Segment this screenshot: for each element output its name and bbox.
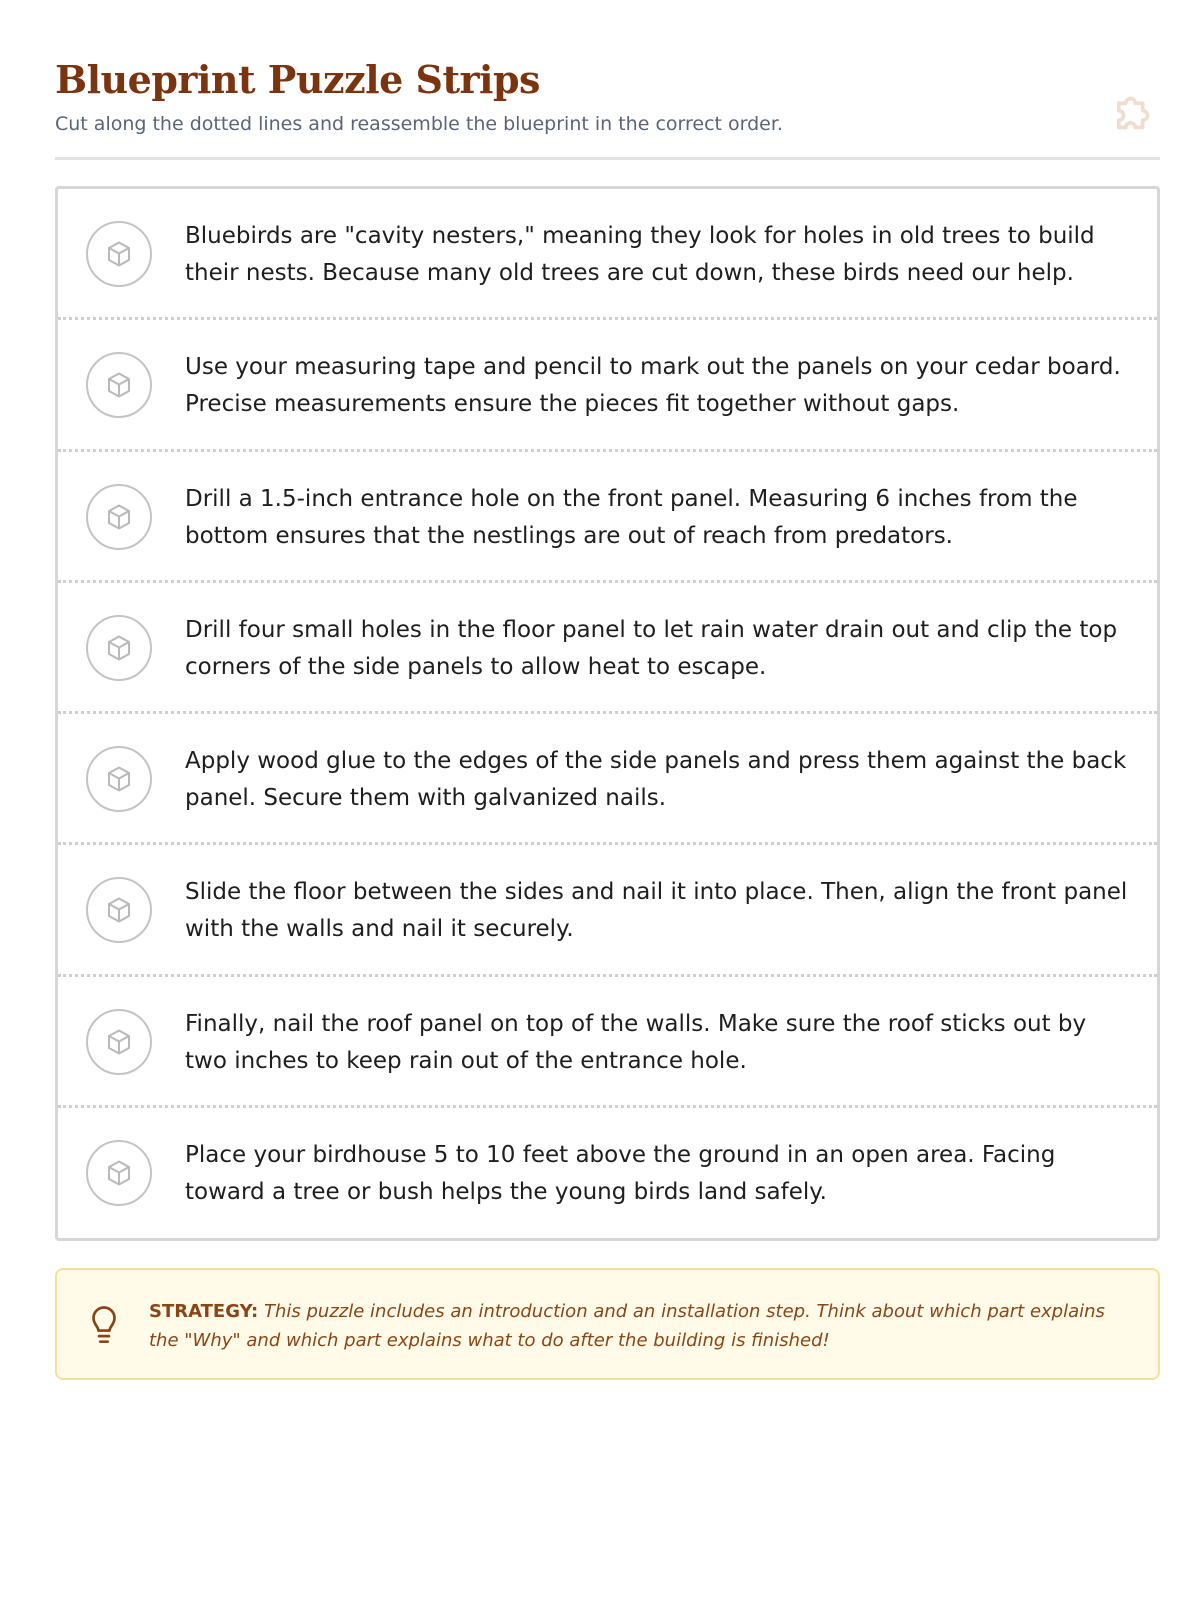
cube-icon [86, 1009, 152, 1075]
strategy-callout [55, 1268, 1160, 1380]
strip-text: Place your birdhouse 5 to 10 feet above the ground in an open area. Facing toward a tree or bush helps the young birds land safely. [185, 1141, 1056, 1205]
puzzle-strip[interactable] [58, 845, 1157, 976]
cube-icon [86, 1140, 152, 1206]
puzzle-strip[interactable] [58, 452, 1157, 583]
cube-icon [86, 615, 152, 681]
puzzle-strip[interactable] [58, 714, 1157, 845]
puzzle-strip[interactable] [58, 189, 1157, 320]
strip-text: Bluebirds are "cavity nesters," meaning they look for holes in old trees to build their nests. Because many old trees are cut down, these birds need our help. [185, 223, 1095, 286]
puzzle-strip[interactable] [58, 320, 1157, 451]
strip-text: Use your measuring tape and pencil to mark out the panels on your cedar board. Precise measurements ensure the pieces fit together without gaps. [185, 354, 1121, 418]
cube-icon [86, 877, 152, 943]
puzzle-strips [55, 186, 1160, 1241]
strip-text: Slide the floor between the sides and nail it into place. Then, align the front panel with the walls and nail it securely. [185, 879, 1128, 943]
page-subtitle: Cut along the dotted lines and reassemble the blueprint in the correct order. [55, 113, 783, 135]
cube-icon [86, 221, 152, 287]
puzzle-piece-icon [1108, 87, 1160, 139]
puzzle-strip[interactable] [58, 977, 1157, 1108]
cube-icon [86, 746, 152, 812]
puzzle-strip[interactable] [58, 583, 1157, 714]
cube-icon [86, 484, 152, 550]
strip-text: Apply wood glue to the edges of the side panels and press them against the back panel. Secure them with galvanized nails. [185, 748, 1127, 811]
lightbulb-icon [89, 1304, 119, 1346]
strip-text: Drill a 1.5-inch entrance hole on the front panel. Measuring 6 inches from the bottom ensures that the nestlings are out of reach from predators. [185, 485, 1078, 549]
cube-icon [86, 352, 152, 418]
header [55, 55, 1160, 160]
strip-text: Finally, nail the roof panel on top of the walls. Make sure the roof sticks out by two inches to keep rain out of the entrance hole. [185, 1010, 1087, 1074]
strip-text: Drill four small holes in the floor panel to let rain water drain out and clip the top corners of the side panels to allow heat to escape. [185, 616, 1118, 680]
strategy-text [149, 1297, 1129, 1355]
strategy-label: STRATEGY: [149, 1301, 259, 1322]
puzzle-strip[interactable] [58, 1108, 1157, 1239]
strategy-body: This puzzle includes an introduction and an installation step. Think about which part explains the "Why" and which part explains what to do after the building is finished! [149, 1301, 1105, 1351]
page-title: Blueprint Puzzle Strips [55, 57, 540, 102]
